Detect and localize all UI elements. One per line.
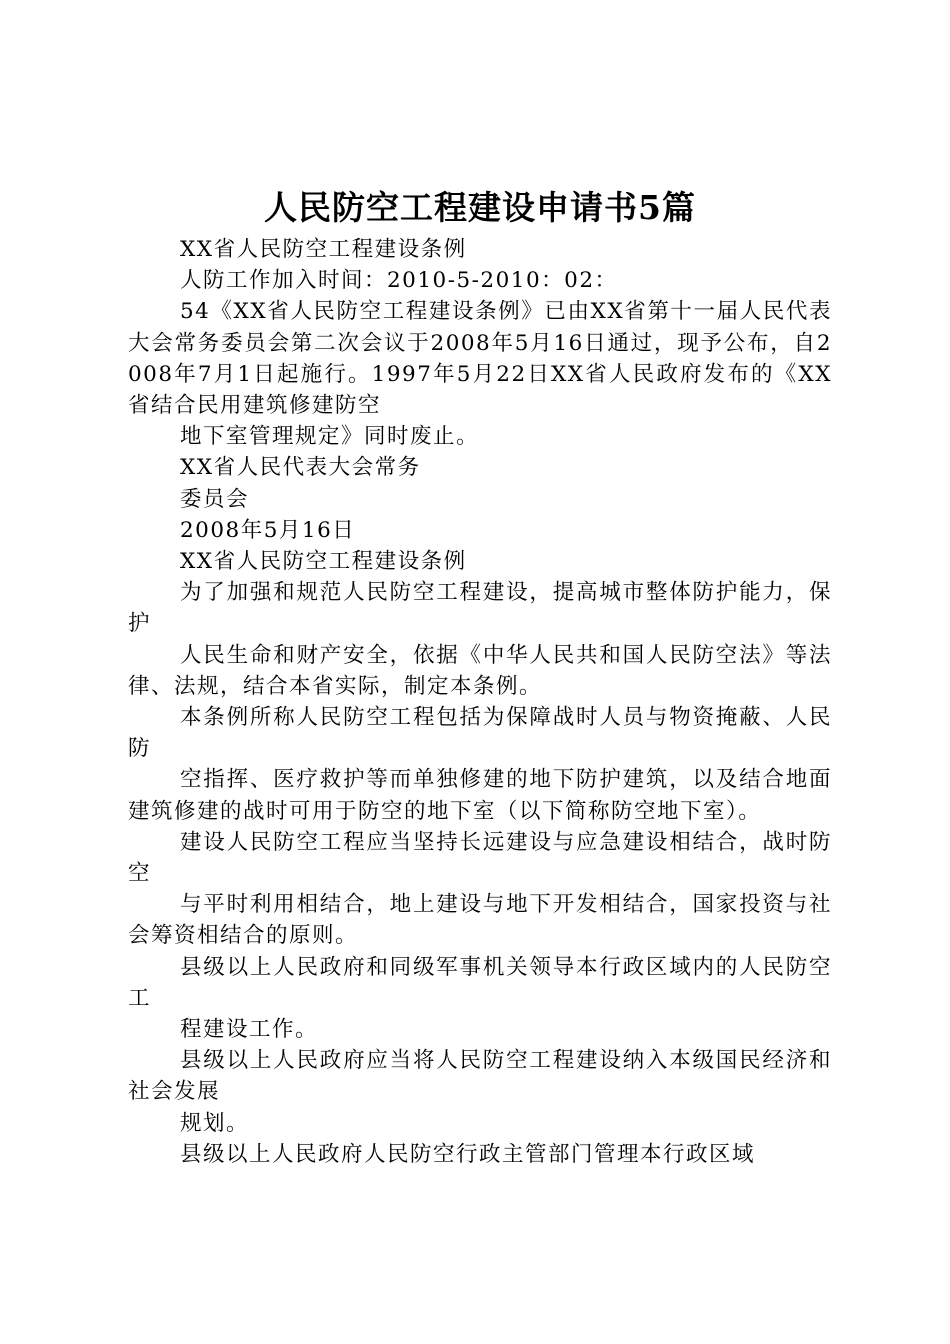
paragraph: XX省人民防空工程建设条例 xyxy=(180,549,467,575)
paragraph: 54《XX省人民防空工程建设条例》已由XX省第十一届人民代表大会常务委员会第二次会议于2008年5月16日通过，现予公布，自2008年7月1日起施行。1997年5月22日XX省人民政府发布的《XX省结合民用建筑修建防空 xyxy=(128,299,832,419)
paragraph: 本条例所称人民防空工程包括为保障战时人员与物资掩蔽、人民防 xyxy=(128,705,832,762)
paragraph: 委员会 xyxy=(180,486,250,512)
paragraph: 程建设工作。 xyxy=(180,1017,319,1043)
paragraph: 人民生命和财产安全，依据《中华人民共和国人民防空法》等法律、法规，结合本省实际，制定本条例。 xyxy=(128,642,832,699)
paragraph: 规划。 xyxy=(180,1110,250,1136)
paragraph: XX省人民代表大会常务 xyxy=(180,455,421,481)
document-page xyxy=(128,186,832,1170)
paragraph: 人防工作加入时间：2010-5-2010：02： xyxy=(180,268,618,294)
paragraph: 与平时利用相结合，地上建设与地下开发相结合，国家投资与社会筹资相结合的原则。 xyxy=(128,892,832,949)
paragraph: 空指挥、医疗救护等而单独修建的地下防护建筑，以及结合地面建筑修建的战时可用于防空的地下室（以下简称防空地下室）。 xyxy=(128,767,832,824)
paragraph: 地下室管理规定》同时废止。 xyxy=(180,424,480,450)
paragraph: 为了加强和规范人民防空工程建设，提高城市整体防护能力，保护 xyxy=(128,580,832,637)
document-title: 人民防空工程建设申请书5篇 xyxy=(264,188,696,227)
paragraph: XX省人民防空工程建设条例 xyxy=(180,237,467,262)
paragraph: 县级以上人民政府和同级军事机关领导本行政区域内的人民防空工 xyxy=(128,954,832,1011)
paragraph: 建设人民防空工程应当坚持长远建设与应急建设相结合，战时防空 xyxy=(128,829,832,887)
paragraph: 县级以上人民政府人民防空行政主管部门管理本行政区域 xyxy=(180,1141,756,1167)
paragraph: 县级以上人民政府应当将人民防空工程建设纳入本级国民经济和社会发展 xyxy=(128,1048,832,1105)
paragraph: 2008年5月16日 xyxy=(180,517,356,543)
